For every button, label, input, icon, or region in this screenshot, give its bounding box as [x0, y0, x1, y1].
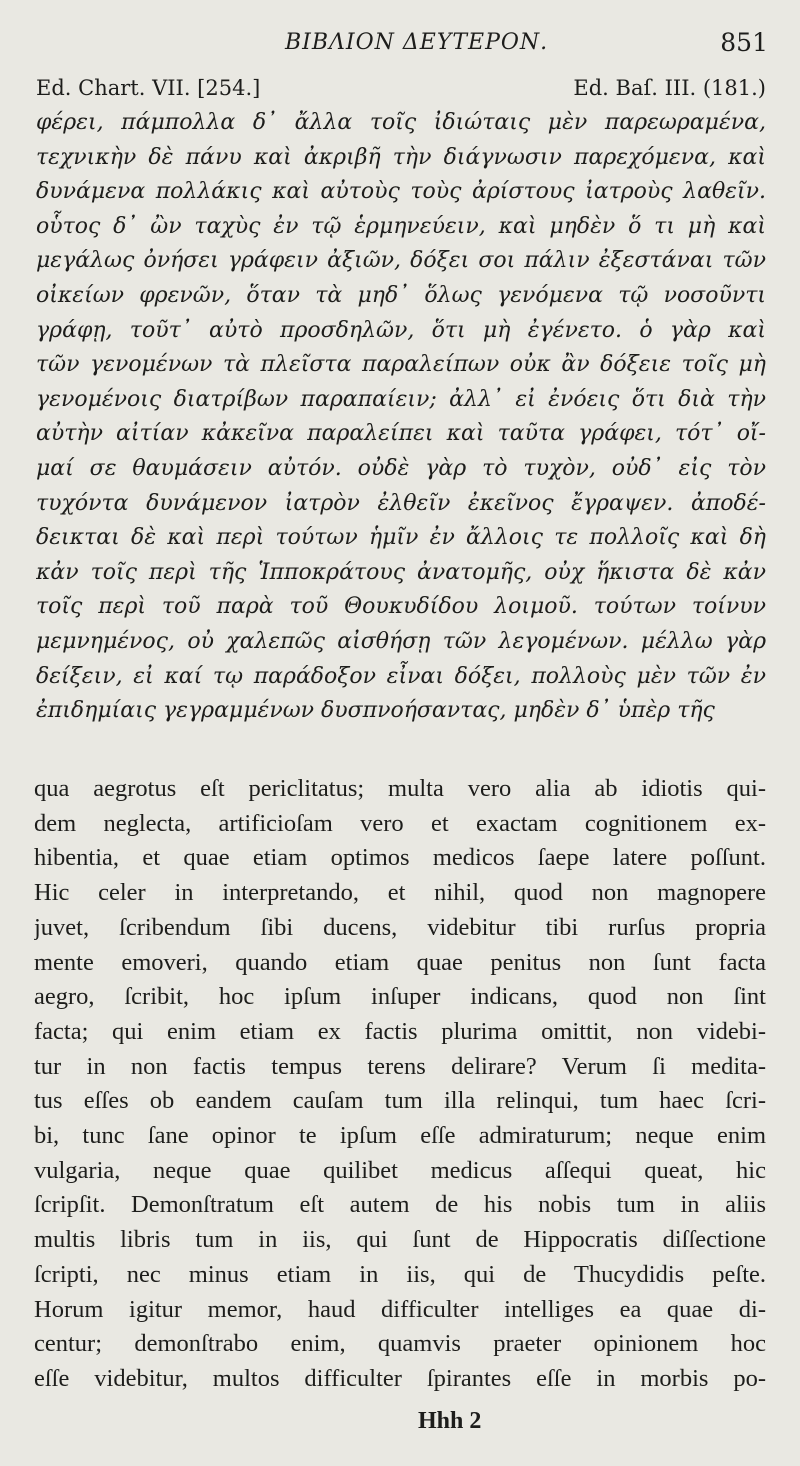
latin-line: vulgaria, neque quae quilibet medicus aſſequi queat, hic: [34, 1156, 766, 1184]
latin-line: dem neglecta, artificioſam vero et exactam cognitionem ex-: [34, 809, 766, 837]
greek-line: γράφῃ, τοῦτ᾽ αὐτὸ προσδηλῶν, ὅτι μὴ ἐγένετο. ὁ γὰρ καὶ: [36, 317, 766, 343]
latin-line: juvet, ſcribendum ſibi ducens, videbitur tibi rurſus propria: [34, 913, 766, 941]
latin-line: ſcripſit. Demonſtratum eſt autem de his nobis tum in aliis: [34, 1191, 766, 1219]
greek-line: μεγάλως ὀνήσει γράφειν ἀξιῶν, δόξει σοι πάλιν ἐξεστάναι τῶν: [36, 248, 766, 274]
latin-line: bi, tunc ſane opinor te ipſum eſſe admiraturum; neque enim: [34, 1122, 766, 1150]
greek-line: φέρει, πάμπολλα δ᾽ ἄλλα τοῖς ἰδιώταις μὲν παρεωραμένα,: [36, 110, 766, 135]
greek-line: τῶν γενομένων τὰ πλεῖστα παραλείπων οὐκ ἂν δόξειε τοῖς μὴ: [36, 352, 766, 378]
greek-line: μαί σε θαυμάσειν αὐτόν. οὐδὲ γὰρ τὸ τυχὸν, οὐδ᾽ εἰς τὸν: [36, 455, 766, 481]
edition-basel: Ed. Baſ. III. (181.): [573, 76, 766, 100]
greek-line: μεμνημένος, οὐ χαλεπῶς αἰσθήσῃ τῶν λεγομένων. μέλλω γὰρ: [36, 628, 766, 654]
greek-line: δείξειν, εἰ καί τῳ παράδοξον εἶναι δόξει, πολλοὺς μὲν τῶν ἐν: [36, 663, 766, 689]
greek-line: κἀν τοῖς περὶ τῆς Ἱπποκράτους ἀνατομῆς, οὐχ ἥκιστα δὲ κἀν: [36, 559, 766, 585]
running-title: ΒΙΒΛΙΟΝ ΔΕΥΤΕΡΟΝ.: [285, 30, 549, 55]
latin-line: centur; demonſtrabo enim, quamvis praeter opinionem hoc: [34, 1330, 766, 1358]
greek-line: τεχνικὴν δὲ πάνυ καὶ ἀκριβῆ τὴν διάγνωσιν παρεχόμενα, καὶ: [36, 144, 766, 170]
greek-line: οὗτος δ᾽ ὢν ταχὺς ἐν τῷ ἑρμηνεύειν, καὶ μηδὲν ὅ τι μὴ καὶ: [36, 213, 766, 239]
greek-text-block: [36, 106, 766, 729]
page-number: 851: [720, 28, 768, 57]
latin-line: tur in non factis tempus terens delirare? Verum ſi medita-: [34, 1052, 766, 1080]
greek-line: δυνάμενα πολλάκις καὶ αὐτοὺς τοὺς ἀρίστους ἰατροὺς λαθεῖν.: [36, 179, 766, 205]
edition-chartier: Ed. Chart. VII. [254.]: [36, 76, 261, 100]
latin-line: Hic celer in interpretando, et nihil, quod non magnopere: [34, 879, 766, 907]
greek-line: αὐτὴν αἰτίαν κἀκεῖνα παραλείπει καὶ ταῦτα γράφει, τότ᾽ οἴ-: [36, 421, 766, 447]
latin-line: aegro, ſcribit, hoc ipſum inſuper indicans, quod non ſint: [34, 983, 766, 1011]
running-head: [0, 28, 800, 60]
greek-line: οἰκείων φρενῶν, ὅταν τὰ μηδ᾽ ὅλως γενόμενα τῷ νοσοῦντι: [36, 282, 766, 308]
greek-line: τοῖς περὶ τοῦ παρὰ τοῦ Θουκυδίδου λοιμοῦ. τούτων τοίνυν: [36, 594, 766, 620]
greek-line: ἐπιδημίαις γεγραμμένων δυσπνοήσαντας, μηδὲν δ᾽ ὑπὲρ τῆς: [36, 698, 715, 724]
latin-text-block: [34, 772, 766, 1397]
latin-line: mente emoveri, quando etiam quae penitus non ſunt facta: [34, 948, 766, 976]
latin-line: ſcripti, nec minus etiam in iis, qui de Thucydidis peſte.: [34, 1260, 766, 1288]
signature-mark: Hhh 2: [418, 1408, 482, 1434]
edition-reference-line: [36, 76, 766, 106]
latin-line: facta; qui enim etiam ex factis plurima omittit, non videbi-: [34, 1017, 766, 1045]
greek-line: δεικται δὲ καὶ περὶ τούτων ἡμῖν ἐν ἄλλοις τε πολλοῖς καὶ δὴ: [36, 525, 766, 551]
greek-line: τυχόντα δυνάμενον ἰατρὸν ἐλθεῖν ἐκεῖνος ἔγραψεν. ἀποδέ-: [36, 490, 766, 516]
latin-line: multis libris tum in iis, qui ſunt de Hippocratis diſſectione: [34, 1226, 766, 1254]
latin-line: tus eſſes ob eandem cauſam tum illa relinqui, tum haec ſcri-: [34, 1087, 766, 1115]
latin-line: qua aegrotus eſt periclitatus; multa vero alia ab idiotis qui-: [34, 775, 766, 802]
latin-line: hibentia, et quae etiam optimos medicos ſaepe latere poſſunt.: [34, 844, 766, 872]
latin-line: Horum igitur memor, haud difficulter intelliges ea quae di-: [34, 1295, 766, 1323]
greek-line: γενομένοις διατρίβων παραπαίειν; ἀλλ᾽ εἰ ἐνόεις ὅτι διὰ τὴν: [36, 386, 766, 412]
latin-line: eſſe videbitur, multos difficulter ſpirantes eſſe in morbis po-: [34, 1364, 766, 1392]
